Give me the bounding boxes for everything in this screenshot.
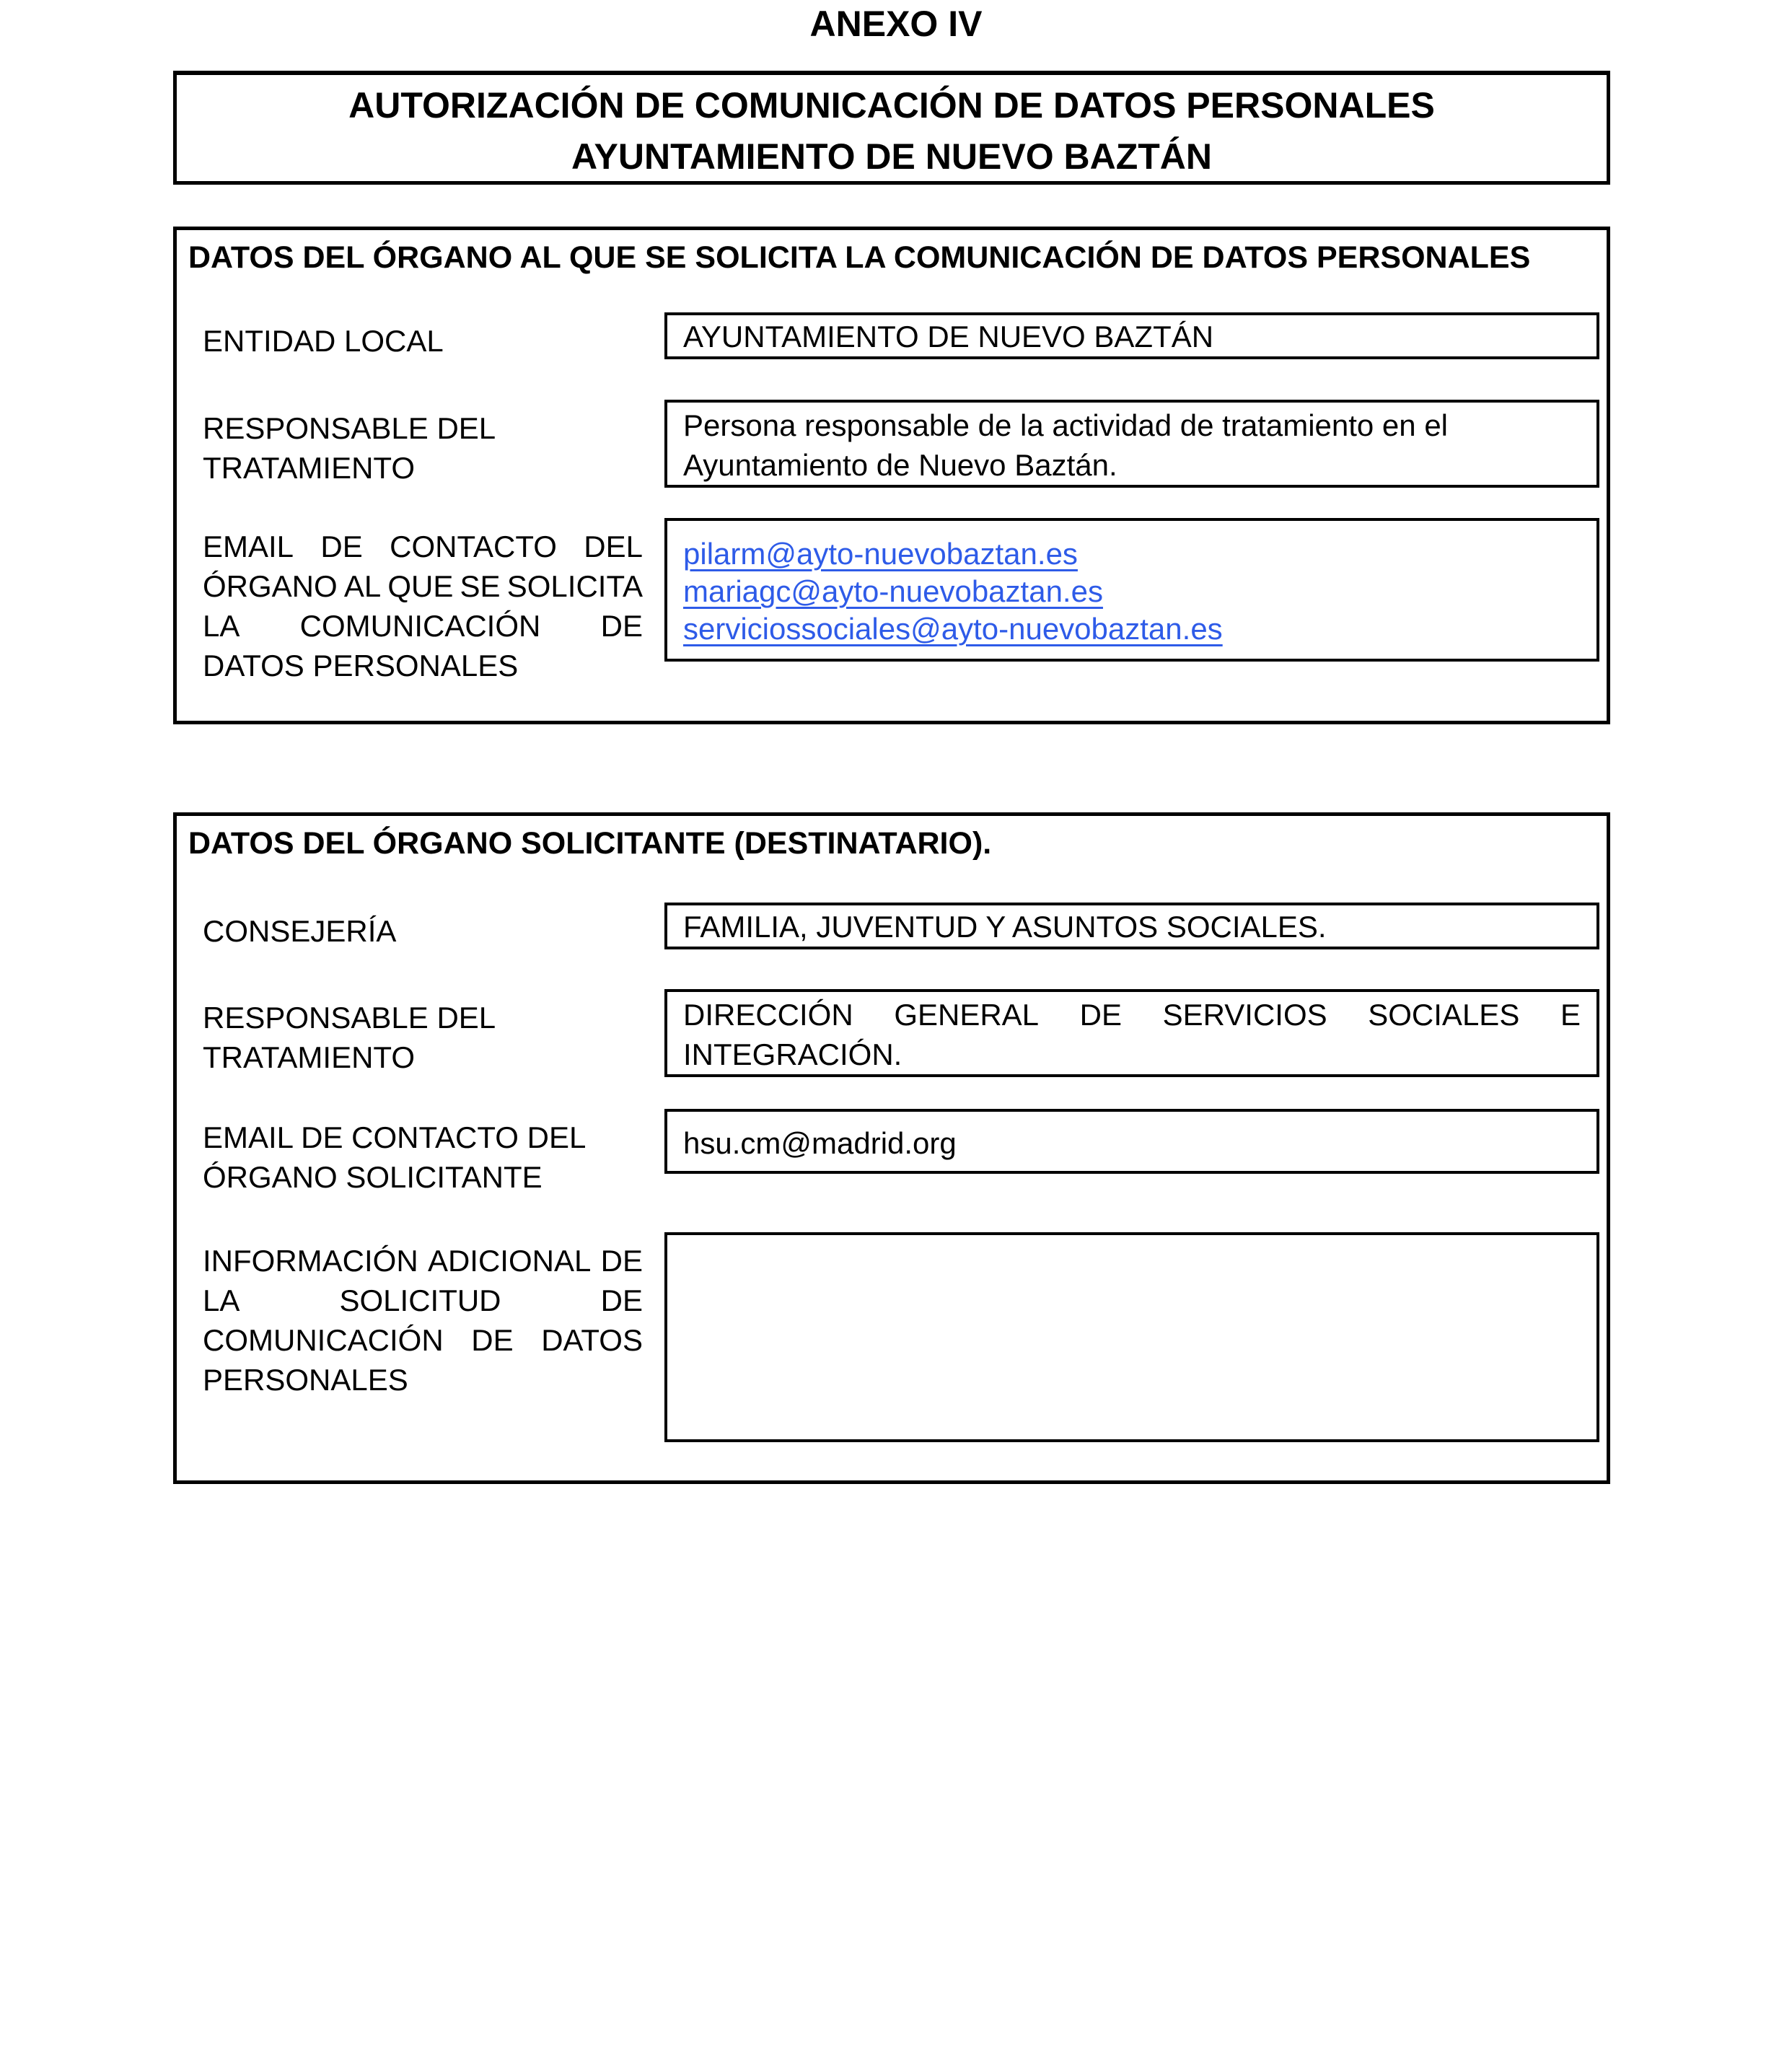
entidad-local-label: ENTIDAD LOCAL (203, 324, 444, 358)
entidad-local-value: AYUNTAMIENTO DE NUEVO BAZTÁN (683, 320, 1214, 354)
email-solicitante-label: EMAIL DE CONTACTO DEL ÓRGANO SOLICITANTE (203, 1120, 587, 1194)
responsable-2-value-box: DIRECCIÓN GENERAL DE SERVICIOS SOCIALES E INTEGRACIÓN. (664, 989, 1599, 1077)
responsable-value-box: Persona responsable de la actividad de tratamiento en el Ayuntamiento de Nuevo Baztán. (664, 400, 1599, 488)
entidad-local-value-box (664, 312, 1599, 359)
row-email-solicitante (187, 1109, 1607, 1197)
section-organo-solicitado (173, 227, 1610, 724)
annex-title: ANEXO IV (809, 4, 983, 44)
section-1-heading: DATOS DEL ÓRGANO AL QUE SE SOLICITA LA COMUNICACIÓN DE DATOS PERSONALES (188, 240, 1531, 275)
consejeria-label: CONSEJERÍA (203, 914, 397, 948)
title-line-1: AUTORIZACIÓN DE COMUNICACIÓN DE DATOS PERSONALES (348, 85, 1435, 126)
responsable-2-label: RESPONSABLE DEL TRATAMIENTO (203, 1001, 496, 1074)
info-adicional-value-box (664, 1232, 1599, 1442)
section-2-heading: DATOS DEL ÓRGANO SOLICITANTE (DESTINATARIO). (188, 826, 992, 861)
row-consejeria (187, 903, 1607, 951)
email-solicitante-value-box (664, 1109, 1599, 1174)
consejeria-value-box (664, 903, 1599, 949)
email-solicitante-value: hsu.cm@madrid.org (683, 1126, 957, 1160)
row-responsable-tratamiento-2 (187, 989, 1607, 1077)
email-contacto-value-box (664, 518, 1599, 662)
email-link-pilarm[interactable]: pilarm@ayto-nuevobaztan.es (683, 537, 1078, 571)
email-contacto-label: EMAIL DE CONTACTO DEL ÓRGANO AL QUE SE SOLICITA LA COMUNICACIÓN DE DATOS PERSONALES (203, 530, 643, 682)
email-link-mariagc[interactable]: mariagc@ayto-nuevobaztan.es (683, 574, 1103, 608)
row-info-adicional (187, 1232, 1607, 1442)
info-adicional-label: INFORMACIÓN ADICIONAL DE LA SOLICITUD DE COMUNICACIÓN DE DATOS PERSONALES (203, 1244, 643, 1397)
title-line-2: AYUNTAMIENTO DE NUEVO BAZTÁN (571, 136, 1212, 177)
row-entidad-local (187, 312, 1607, 361)
consejeria-value: FAMILIA, JUVENTUD Y ASUNTOS SOCIALES. (683, 910, 1327, 944)
row-responsable-tratamiento (187, 400, 1607, 488)
row-email-contacto (187, 518, 1607, 685)
responsable-label: RESPONSABLE DEL TRATAMIENTO (203, 411, 496, 485)
title-box (173, 71, 1610, 185)
email-link-serviciossociales[interactable]: serviciossociales@ayto-nuevobaztan.es (683, 612, 1223, 646)
section-organo-solicitante (173, 812, 1610, 1484)
document-content (173, 71, 1610, 1484)
